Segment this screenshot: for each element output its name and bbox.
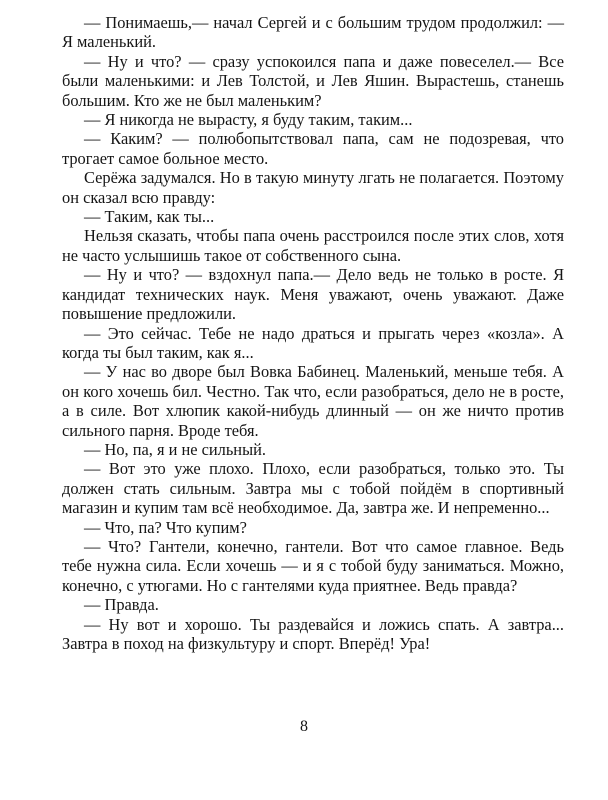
paragraph: — Ну и что? — сразу успокоился папа и даже повеселел.— Все были маленькими: и Лев Толстой, и Лев Яшин. Вырастешь, станешь большим. Кто же не был маленьким? [62,51,564,110]
paragraph: — Понимаешь,— начал Сергей и с большим трудом продолжил: — Я маленький. [62,13,564,52]
paragraph: — Каким? — полюбопытствовал папа, сам не подозревая, что трогает самое больное место. [62,129,564,168]
paragraph: — Правда. [84,595,159,615]
paragraph: — Таким, как ты... [84,207,215,227]
paragraph: — Я никогда не вырасту, я буду таким, таким... [84,110,413,130]
paragraph: — Но, па, я и не сильный. [84,439,266,459]
paragraph: — У нас во дворе был Вовка Бабинец. Маленький, меньше тебя. А он кого хочешь бил. Честно. Так что, если разобраться, дело не в росте, а в силе. Вот хлюпик какой-нибудь длинный — он же ничто против сильного парня. Вроде тебя. [62,362,564,440]
paragraph: — Ну вот и хорошо. Ты раздевайся и ложись спать. А завтра... Завтра в поход на физкультуру и спорт. Вперёд! Ура! [62,614,564,653]
paragraph: — Что, па? Что купим? [84,517,247,537]
paragraph: Нельзя сказать, чтобы папа очень расстроился после этих слов, хотя не часто услышишь такое от собственного сына. [62,226,564,265]
paragraph: — Ну и что? — вздохнул папа.— Дело ведь не только в росте. Я кандидат технических наук. Меня уважают, очень уважают. Даже повышение предложили. [62,265,564,324]
page-number: 8 [300,718,308,735]
paragraph: — Вот это уже плохо. Плохо, если разобраться, только это. Ты должен стать сильным. Завтра мы с тобой пойдём в спортивный магазин и купим там всё необходимое. Да, завтра же. И непременно... [62,459,564,518]
paragraph: Серёжа задумался. Но в такую минуту лгать не полагается. Поэтому он сказал всю правду: [62,168,564,207]
paragraph: — Это сейчас. Тебе не надо драться и прыгать через «козла». А когда ты был таким, как я... [62,323,564,362]
text-block [62,13,564,653]
paragraph: — Что? Гантели, конечно, гантели. Вот что самое главное. Ведь тебе нужна сила. Если хочешь — и я с тобой буду заниматься. Можно, конечно, с утюгами. Но с гантелями куда приятнее. Ведь правда? [62,536,564,595]
